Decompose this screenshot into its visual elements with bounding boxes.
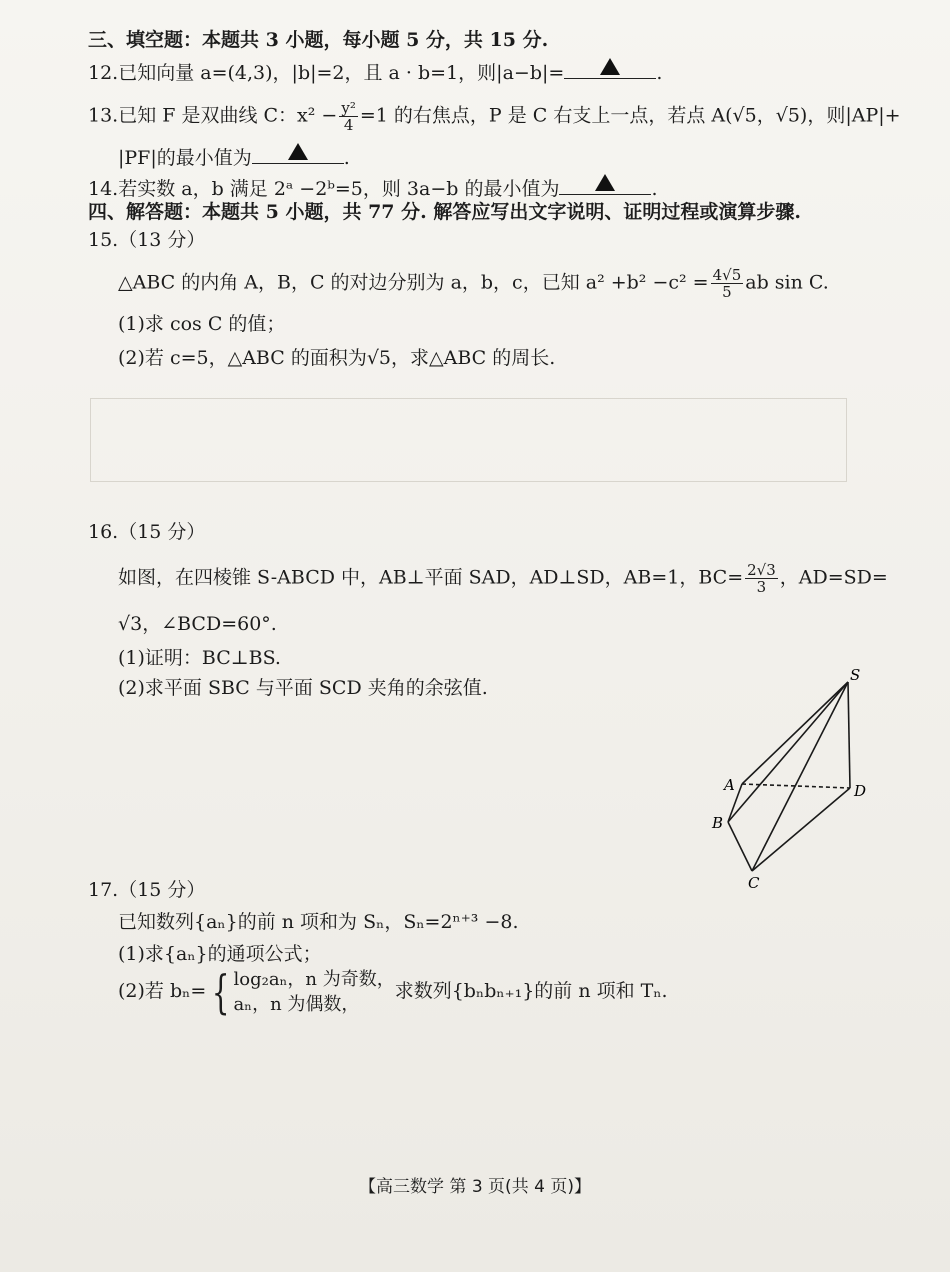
question-13-text-post: =1 的右焦点，P 是 C 右支上一点，若点 A(√5，√5)，则|AP|+	[359, 104, 901, 127]
edge-CD	[752, 788, 850, 871]
triangle-icon	[600, 58, 620, 75]
section4-header: 四、解答题：本题共 5 小题，共 77 分. 解答应写出文字说明、证明过程或演算步骤.	[88, 201, 801, 223]
question-17-part2-pre: (2)若 bₙ=	[118, 980, 207, 1002]
fraction-denominator: 4	[343, 116, 354, 134]
question-16-part1: (1)证明：BC⊥BS.	[118, 647, 281, 669]
triangle-icon	[288, 143, 308, 160]
question-15-part2: (2)若 c=5，△ABC 的面积为√5，求△ABC 的周长.	[118, 347, 556, 369]
vertex-label-C: C	[748, 874, 760, 892]
edge-SD	[848, 682, 850, 788]
question-16-stem-pre: 如图，在四棱锥 S-ABCD 中，AB⊥平面 SAD，AD⊥SD，AB=1，BC=	[118, 566, 744, 589]
question-15-stem	[118, 267, 829, 300]
question-17-part1: (1)求{aₙ}的通项公式；	[118, 943, 322, 965]
fraction-numerator: y²	[341, 99, 356, 117]
pyramid-figure	[700, 664, 880, 894]
bleed-through-shadow	[90, 398, 847, 482]
question-14: 14.若实数 a，b 满足 2ᵃ −2ᵇ=5，则 3a−b 的最小值为 .	[88, 172, 658, 203]
answer-blank-13[interactable]	[252, 141, 344, 164]
question-12-text: 12.已知向量 a=(4,3)，|b|=2，且 a · b=1，则|a−b|=	[88, 62, 565, 84]
question-16-stem	[118, 562, 888, 595]
question-13-line2: |PF|的最小值为 .	[118, 141, 350, 172]
triangle-icon	[595, 174, 615, 191]
question-13-text-pre: 13.已知 F 是双曲线 C：x² −	[88, 104, 338, 127]
vertex-label-A: A	[724, 776, 735, 794]
vertex-label-B: B	[712, 814, 724, 832]
piecewise-case-even: aₙ，n 为偶数，	[233, 994, 360, 1015]
page-footer: 【高三数学 第 3 页(共 4 页)】	[359, 1177, 591, 1197]
question-12: 12.已知向量 a=(4,3)，|b|=2，且 a · b=1，则|a−b|= .	[88, 56, 662, 87]
fraction-y2-over-4	[339, 100, 358, 133]
fraction-2root3-over-3	[745, 562, 778, 595]
piecewise-cases	[234, 967, 395, 1017]
question-13-line1	[88, 100, 901, 133]
fraction-numerator: 2√3	[747, 561, 776, 579]
fraction-denominator: 3	[756, 578, 767, 596]
question-16-title: 16.（15 分）	[88, 521, 206, 543]
section3-header: 三、填空题：本题共 3 小题，每小题 5 分，共 15 分.	[88, 29, 549, 51]
vertex-label-D: D	[854, 782, 867, 800]
answer-blank-12[interactable]	[564, 56, 656, 79]
edge-BC	[728, 822, 752, 871]
question-14-text: 14.若实数 a，b 满足 2ᵃ −2ᵇ=5，则 3a−b 的最小值为	[88, 178, 560, 200]
question-16-stem-line2: √3，∠BCD=60°.	[118, 613, 277, 635]
fraction-denominator: 5	[722, 283, 732, 301]
question-15-stem-pre: △ABC 的内角 A，B，C 的对边分别为 a，b，c，已知 a² +b² −c² =	[118, 271, 709, 294]
question-16-stem-post: ，AD=SD=	[779, 566, 888, 589]
question-15-title: 15.（13 分）	[88, 229, 206, 251]
question-17-part2-post: 求数列{bₙbₙ₊₁}的前 n 项和 Tₙ.	[394, 980, 668, 1002]
question-17-part2	[118, 964, 668, 1018]
edge-SA	[742, 682, 848, 784]
left-brace-icon: {	[212, 965, 230, 1019]
question-16-part2: (2)求平面 SBC 与平面 SCD 夹角的余弦值.	[118, 677, 488, 699]
question-17-stem: 已知数列{aₙ}的前 n 项和为 Sₙ，Sₙ=2ⁿ⁺³ −8.	[118, 911, 519, 933]
question-13-line2-text: |PF|的最小值为	[118, 147, 252, 169]
piecewise-case-odd: log₂aₙ，n 为奇数，	[233, 969, 395, 990]
question-15-stem-post: ab sin C.	[745, 271, 829, 294]
question-15-part1: (1)求 cos C 的值；	[118, 313, 286, 335]
piecewise-definition	[206, 967, 394, 1017]
answer-blank-14[interactable]	[559, 172, 651, 195]
fraction-4root5-over-5	[711, 267, 744, 300]
question-17-title: 17.（15 分）	[88, 879, 206, 901]
fraction-numerator: 4√5	[712, 266, 742, 284]
vertex-label-S: S	[850, 666, 861, 684]
